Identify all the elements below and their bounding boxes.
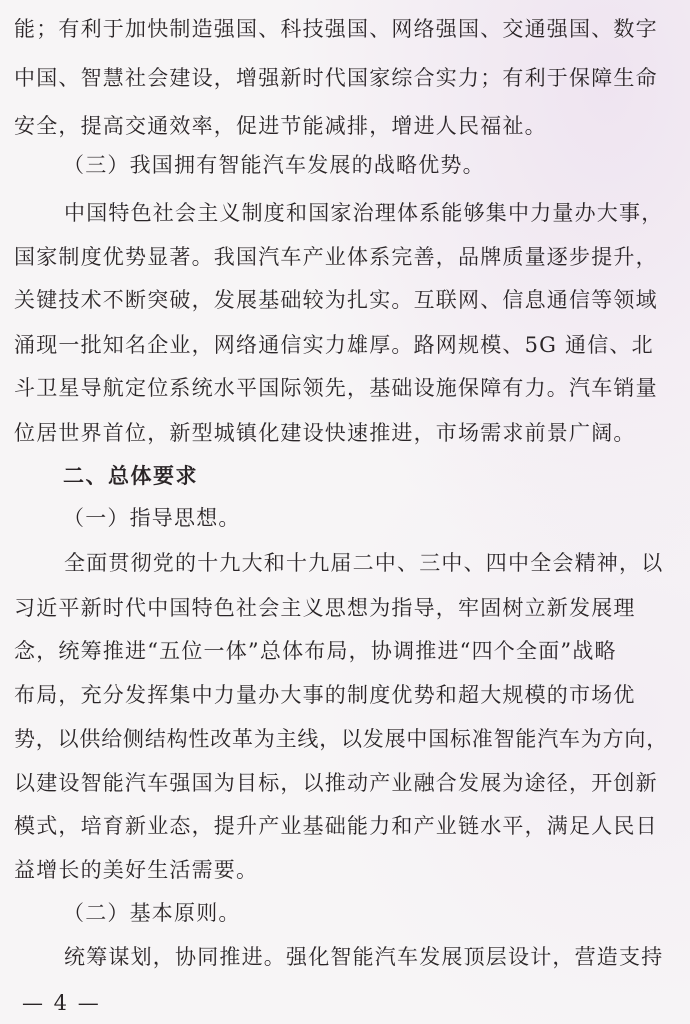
line-text: 念，统筹推进“五位一体”总体布局，协调推进“四个全面”战略: [14, 639, 617, 663]
subsection-heading: [0, 503, 690, 535]
text-line: [0, 811, 690, 843]
text-line: [0, 111, 690, 143]
text-line: [0, 855, 690, 887]
page-number: — 4 —: [22, 991, 101, 1015]
text-line: [0, 724, 690, 756]
subsection-heading: [0, 150, 690, 182]
line-text: 中国特色社会主义制度和国家治理体系能够集中力量办大事，: [64, 201, 664, 225]
subsection-heading: [0, 898, 690, 930]
line-text: 二、总体要求: [63, 464, 198, 488]
line-text: 中国、智慧社会建设，增强新时代国家综合实力；有利于保障生命: [14, 66, 658, 90]
text-line: [0, 198, 690, 230]
text-line: [0, 330, 690, 362]
line-text: 国家制度优势显著。我国汽车产业体系完善，品牌质量逐步提升，: [14, 245, 658, 269]
text-line: [0, 942, 690, 974]
line-text: 能；有利于加快制造强国、科技强国、网络强国、交通强国、数字: [14, 17, 658, 41]
text-line: [0, 418, 690, 450]
text-line: [0, 768, 690, 800]
text-line: [0, 14, 690, 46]
text-line: [0, 636, 690, 668]
text-line: [0, 285, 690, 317]
line-text: 模式，培育新业态，提升产业基础能力和产业链水平，满足人民日: [14, 814, 658, 838]
line-text: 关键技术不断突破，发展基础较为扎实。互联网、信息通信等领域: [14, 288, 658, 312]
line-text: 以建设智能汽车强国为目标，以推动产业融合发展为途径，开创新: [14, 771, 658, 795]
line-text: （三）我国拥有智能汽车发展的战略优势。: [63, 153, 485, 177]
line-text: 统筹谋划，协同推进。强化智能汽车发展顶层设计，营造支持: [64, 945, 664, 969]
line-text: 习近平新时代中国特色社会主义思想为指导，牢固树立新发展理: [14, 596, 636, 620]
line-text: 全面贯彻党的十九大和十九届二中、三中、四中全会精神，以: [64, 551, 664, 575]
line-text: 安全，提高交通效率，促进节能减排，增进人民福祉。: [14, 114, 547, 138]
line-text: 益增长的美好生活需要。: [14, 858, 259, 882]
line-text: 势，以供给侧结构性改革为主线，以发展中国标准智能汽车为方向，: [14, 727, 668, 751]
line-text: 斗卫星导航定位系统水平国际领先，基础设施保障有力。汽车销量: [14, 376, 658, 400]
text-line: [0, 242, 690, 274]
line-text: 涌现一批知名企业，网络通信实力雄厚。路网规模、5G 通信、北: [14, 333, 654, 357]
line-text: （一）指导思想。: [63, 506, 241, 530]
text-line: [0, 593, 690, 625]
text-line: [0, 63, 690, 95]
text-line: [0, 680, 690, 712]
line-text: 位居世界首位，新型城镇化建设快速推进，市场需求前景广阔。: [14, 421, 636, 445]
line-text: （二）基本原则。: [63, 901, 241, 925]
section-heading: [0, 461, 690, 493]
text-line: [0, 373, 690, 405]
text-line: [0, 548, 690, 580]
line-text: 布局，充分发挥集中力量办大事的制度优势和超大规模的市场优: [14, 683, 636, 707]
